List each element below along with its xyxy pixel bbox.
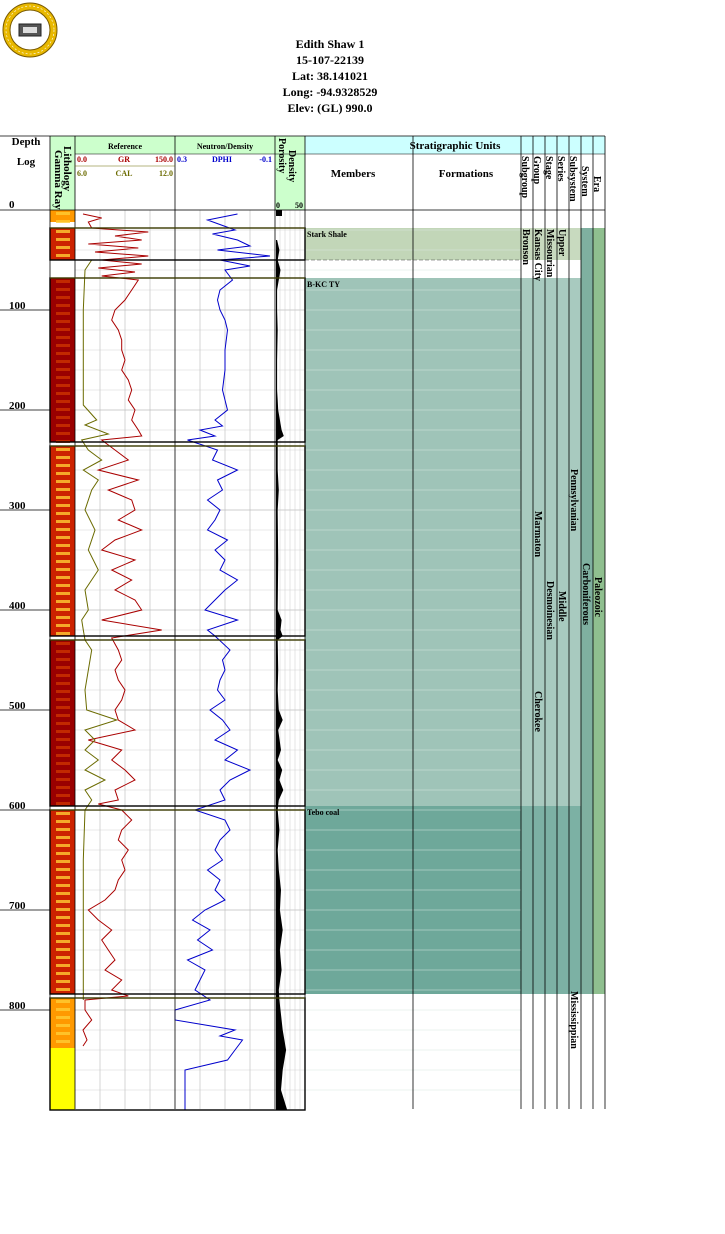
cal-scale-min: 6.0: [77, 169, 87, 178]
lithology-bed: [56, 690, 70, 693]
depth-tick-label: 600: [9, 800, 26, 812]
lithology-bed: [56, 682, 70, 685]
lithology-bed: [56, 714, 70, 717]
unit-fill-1: [521, 278, 581, 806]
lithology-bed: [56, 786, 70, 789]
lithology-bed: [56, 1008, 70, 1011]
lithology-bed: [56, 1040, 70, 1043]
gr-scale-min: 0.0: [77, 155, 87, 164]
lithology-bed: [56, 536, 70, 539]
lithology-bed: [56, 948, 70, 951]
lithology-bed: [56, 932, 70, 935]
lithology-bed: [56, 770, 70, 773]
elevation: Elev: (GL) 990.0: [287, 101, 373, 115]
cal-scale-max: 12.0: [159, 169, 173, 178]
lithology-bed: [56, 860, 70, 863]
depth-tick-label: 100: [9, 300, 26, 312]
strat-units-header: Stratigraphic Units: [409, 140, 501, 152]
lithology-bed: [56, 480, 70, 483]
lithology-bed: [56, 980, 70, 983]
lithology-bed: [56, 544, 70, 547]
lithology-bed: [56, 762, 70, 765]
lithology-bed: [56, 820, 70, 823]
subsystem-header: Subsystem: [567, 156, 578, 202]
lithology-bed: [56, 488, 70, 491]
lithology-bed: [56, 852, 70, 855]
member-label-0: Stark Shale: [307, 230, 347, 239]
lithology-bed: [56, 884, 70, 887]
depth-tick-label: 400: [9, 600, 26, 612]
cal-label: CAL: [115, 169, 133, 178]
system-header: System: [579, 166, 590, 197]
lithology-bed: [56, 280, 70, 283]
member-label-2: Tebo coal: [307, 808, 340, 817]
depth-tick-label: 500: [9, 700, 26, 712]
strat-unit-pennsylvanian: Pennsylvanian: [568, 469, 579, 532]
lithology-bed: [56, 706, 70, 709]
lithology-bed: [56, 964, 70, 967]
lithology-bed: [56, 956, 70, 959]
lithology-bed: [56, 1024, 70, 1027]
lithology-bed: [56, 560, 70, 563]
density-scale-max: 50: [295, 201, 303, 210]
lithology-bed: [56, 868, 70, 871]
neutron-density-header: Neutron/Density: [196, 142, 254, 151]
lithology-bed: [56, 876, 70, 879]
lithology-bed: [56, 698, 70, 701]
lithology-bed: [56, 520, 70, 523]
lithology-bed: [56, 408, 70, 411]
lithology-bed: [56, 642, 70, 645]
members-header: Members: [330, 168, 376, 180]
depth-tick-label-0: 0: [9, 199, 15, 211]
lithology-bed: [56, 352, 70, 355]
lithology-bed: [56, 504, 70, 507]
lithology-bed: [56, 552, 70, 555]
lithology-bed: [56, 584, 70, 587]
lithology-bed: [56, 424, 70, 427]
depth-tick-label: 200: [9, 400, 26, 412]
lithology-bed: [56, 320, 70, 323]
lithology-bed: [56, 900, 70, 903]
depth-tick-label: 300: [9, 500, 26, 512]
lithology-bed: [56, 400, 70, 403]
lithology-bed: [56, 238, 70, 241]
lithology-bed: [56, 528, 70, 531]
density-header: Density: [286, 150, 297, 183]
lithology-bed: [56, 616, 70, 619]
porosity-header: Porosity: [276, 138, 287, 174]
reference-header: Reference: [107, 142, 143, 151]
strat-unit-cherokee: Cherokee: [532, 691, 543, 732]
lithology-bed: [56, 828, 70, 831]
core-interval-3: [50, 640, 305, 806]
api-number: 15-107-22139: [296, 53, 364, 67]
lithology-bed: [56, 632, 70, 635]
lithology-bed: [56, 650, 70, 653]
lithology-bed: [56, 674, 70, 677]
group-header: Group: [531, 156, 542, 185]
latitude: Lat: 38.141021: [292, 69, 368, 83]
dphi-curve: [175, 214, 270, 1110]
series-header: Series: [555, 156, 566, 182]
gr-label: GR: [118, 155, 130, 164]
lithology-bed: [56, 738, 70, 741]
gr-scale-max: 150.0: [155, 155, 173, 164]
formations-header: Formations: [438, 168, 494, 180]
strat-unit-bronson: Bronson: [520, 229, 531, 265]
strat-unit-middle: Middle: [556, 591, 567, 622]
lithology-bed: [56, 464, 70, 467]
dphi-label: DPHI: [212, 155, 232, 164]
core-interval-1: [50, 278, 305, 442]
strat-unit-mississippian: Mississippian: [568, 991, 579, 1049]
lithology-header: Lithology: [61, 146, 73, 192]
member-label-1: B-KC TY: [307, 280, 340, 289]
longitude: Long: -94.9328529: [282, 85, 378, 99]
lithology-bed: [56, 416, 70, 419]
lithology-bed: [56, 212, 70, 215]
lithology-bed: [56, 496, 70, 499]
lithology-bed: [56, 230, 70, 233]
strat-unit-desmoinesian: Desmoinesian: [544, 581, 555, 640]
well-name: Edith Shaw 1: [295, 37, 365, 51]
lithology-bed: [56, 568, 70, 571]
lithology-bed: [56, 512, 70, 515]
lithology-bed: [56, 448, 70, 451]
lithology-bed: [56, 892, 70, 895]
density-top-mark: [276, 210, 282, 216]
lithology-bed: [56, 988, 70, 991]
stage-header: Stage: [543, 156, 554, 180]
lithology-bed: [56, 908, 70, 911]
lithology-bed: [56, 328, 70, 331]
lithology-bed: [56, 220, 70, 223]
depth-header: Depth: [11, 136, 41, 148]
log-header: Log: [16, 156, 36, 168]
strat-unit-kansas-city: Kansas City: [532, 229, 543, 281]
lithology-bed: [56, 360, 70, 363]
strat-unit-marmaton: Marmaton: [532, 511, 543, 558]
lithology-bed: [56, 754, 70, 757]
lithology-bed: [56, 600, 70, 603]
lithology-bed: [56, 730, 70, 733]
lithology-interval-7: [50, 1048, 75, 1110]
era-header: Era: [591, 176, 602, 193]
lithology-bed: [56, 392, 70, 395]
unit-fill-2: [521, 806, 581, 994]
depth-tick-label: 800: [9, 1000, 26, 1012]
lithology-bed: [56, 376, 70, 379]
strat-unit-paleozoic: Paleozoic: [592, 577, 603, 617]
lithology-bed: [56, 592, 70, 595]
lithology-bed: [56, 368, 70, 371]
lithology-bed: [56, 336, 70, 339]
lithology-bed: [56, 794, 70, 797]
lithology-bed: [56, 344, 70, 347]
lithology-bed: [56, 812, 70, 815]
lithology-bed: [56, 296, 70, 299]
lithology-bed: [56, 312, 70, 315]
lithology-bed: [56, 666, 70, 669]
density-scale-min: 0: [276, 201, 280, 210]
lithology-bed: [56, 1016, 70, 1019]
lithology-bed: [56, 778, 70, 781]
subgroup-header: Subgroup: [519, 156, 530, 199]
lithology-bed: [56, 254, 70, 257]
lithology-bed: [56, 608, 70, 611]
lithology-bed: [56, 576, 70, 579]
lithology-bed: [56, 304, 70, 307]
lithology-bed: [56, 384, 70, 387]
lithology-bed: [56, 288, 70, 291]
lithology-bed: [56, 456, 70, 459]
strat-unit-missourian: Missourian: [544, 229, 555, 278]
lithology-bed: [56, 432, 70, 435]
lithology-bed: [56, 1000, 70, 1003]
strat-unit-carboniferous: Carboniferous: [580, 563, 591, 626]
dphi-scale-min: 0.3: [177, 155, 187, 164]
lithology-bed: [56, 472, 70, 475]
lithology-bed: [56, 916, 70, 919]
lithology-bed: [56, 972, 70, 975]
core-interval-4: [50, 810, 305, 994]
lithology-bed: [56, 802, 70, 805]
strat-unit-upper: Upper: [556, 229, 567, 257]
lithology-bed: [56, 940, 70, 943]
lithology-bed: [56, 746, 70, 749]
gamma-ray-header: Gamma Ray: [52, 150, 64, 210]
lithology-bed: [56, 1032, 70, 1035]
lithology-bed: [56, 658, 70, 661]
lithology-bed: [56, 924, 70, 927]
lithology-bed: [56, 624, 70, 627]
lithology-bed: [56, 246, 70, 249]
lithology-bed: [56, 836, 70, 839]
dphi-scale-max: -0.1: [259, 155, 272, 164]
lithology-bed: [56, 722, 70, 725]
density-curve: [276, 240, 287, 1110]
lithology-bed: [56, 844, 70, 847]
depth-tick-label: 700: [9, 900, 26, 912]
